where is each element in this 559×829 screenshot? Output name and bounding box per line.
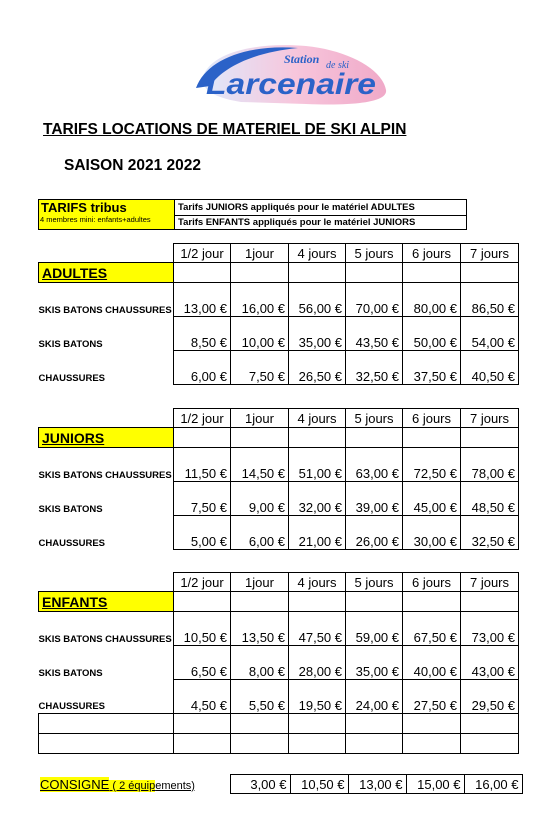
empty-cell [231,714,289,734]
duration-header: 1/2 jour [174,244,231,263]
price-cell: 37,50 € [403,351,461,385]
duration-header: 7 jours [461,409,519,428]
tribus-title-cell [39,200,175,230]
item-label: SKIS BATONS [38,503,103,515]
consigne-label [38,775,230,794]
price-cell: 73,00 € [461,612,519,646]
price-cell: 13,50 € [231,612,289,646]
empty-cell [461,734,519,754]
duration-header: 7 jours [461,573,519,592]
empty-cell [461,714,519,734]
price-cell: 21,00 € [289,516,346,550]
price-cell: 39,00 € [346,482,403,516]
price-cell: 63,00 € [346,448,403,482]
empty-cell [174,714,231,734]
price-cell: 6,00 € [174,351,231,385]
season-heading: SAISON 2021 2022 [64,157,202,174]
table-row [39,516,519,550]
price-cell: 56,00 € [289,283,346,317]
price-cell: 30,00 € [403,516,461,550]
item-label: CHAUSSURES [38,537,106,549]
empty-cell [403,714,461,734]
header-spacer [39,409,174,428]
price-cell: 70,00 € [346,283,403,317]
consigne-label-main: CONSIGNE [40,776,110,792]
page-title: TARIFS LOCATIONS DE MATERIEL DE SKI ALPIN [43,121,407,138]
section-name: ENFANTS [39,592,174,612]
price-cell: 10,00 € [231,317,289,351]
empty-cell [346,714,403,734]
empty-cell [174,734,231,754]
duration-header-row [39,244,519,263]
price-table-adultes [38,243,519,385]
empty-cell [346,263,403,283]
item-label: SKIS BATONS CHAUSSURES [38,304,172,316]
item-label: CHAUSSURES [38,372,106,384]
duration-header: 1/2 jour [174,573,231,592]
duration-header: 4 jours [289,244,346,263]
empty-cell [289,734,346,754]
consigne-price: 15,00 € [406,775,464,794]
price-cell: 40,00 € [403,646,461,680]
duration-header: 1jour [231,409,289,428]
duration-header: 4 jours [289,409,346,428]
duration-header: 6 jours [403,244,461,263]
empty-cell [231,592,289,612]
tribus-title: TARIFS tribus [41,200,127,215]
empty-cell [174,428,231,448]
empty-cell [39,734,174,754]
price-cell: 26,50 € [289,351,346,385]
price-cell: 28,00 € [289,646,346,680]
price-cell: 8,00 € [231,646,289,680]
table-row [39,351,519,385]
empty-cell [346,428,403,448]
price-cell: 32,50 € [461,516,519,550]
price-cell: 29,50 € [461,680,519,714]
consigne-price: 3,00 € [230,775,290,794]
table-row [39,317,519,351]
empty-cell [403,428,461,448]
table-row [39,482,519,516]
consigne-price: 13,00 € [348,775,406,794]
item-label: SKIS BATONS CHAUSSURES [38,469,172,481]
table-row [39,448,519,482]
consigne-label-detail-a: ( 2 équip [109,779,156,792]
price-cell: 24,00 € [346,680,403,714]
price-cell: 45,00 € [403,482,461,516]
item-label: SKIS BATONS [38,667,103,679]
duration-header: 6 jours [403,409,461,428]
duration-header-row [39,573,519,592]
consigne-label-detail-b: ements) [155,779,195,792]
item-label: SKIS BATONS [38,338,103,350]
blank-row [39,734,519,754]
price-cell: 47,50 € [289,612,346,646]
price-cell: 59,00 € [346,612,403,646]
duration-header: 5 jours [346,573,403,592]
table-row [39,612,519,646]
price-cell: 13,00 € [174,283,231,317]
consigne-price: 10,50 € [290,775,348,794]
empty-cell [174,592,231,612]
price-cell: 40,50 € [461,351,519,385]
empty-cell [403,263,461,283]
empty-cell [231,263,289,283]
price-cell: 67,50 € [403,612,461,646]
empty-cell [346,734,403,754]
logo-deski-text: de ski [326,60,350,71]
price-cell: 32,00 € [289,482,346,516]
duration-header: 1jour [231,244,289,263]
header-spacer [39,244,174,263]
empty-cell [346,592,403,612]
empty-cell [289,714,346,734]
tribus-rule-1: Tarifs JUNIORS appliqués pour le matériel ADULTES [175,200,467,216]
duration-header: 4 jours [289,573,346,592]
duration-header: 5 jours [346,244,403,263]
empty-cell [461,592,519,612]
price-cell: 80,00 € [403,283,461,317]
price-cell: 86,50 € [461,283,519,317]
empty-cell [289,592,346,612]
duration-header: 5 jours [346,409,403,428]
price-cell: 14,50 € [231,448,289,482]
price-cell: 7,50 € [174,482,231,516]
empty-cell [39,714,174,734]
empty-cell [174,263,231,283]
section-name-row [39,428,519,448]
item-label: SKIS BATONS CHAUSSURES [38,633,172,645]
tribus-box [38,199,467,230]
table-row [39,680,519,714]
empty-cell [461,428,519,448]
duration-header: 1/2 jour [174,409,231,428]
price-cell: 54,00 € [461,317,519,351]
price-cell: 48,50 € [461,482,519,516]
section-name-row [39,263,519,283]
empty-cell [403,592,461,612]
tribus-subtitle: 4 membres mini: enfants+adultes [40,215,151,224]
price-table-enfants [38,572,519,754]
price-cell: 16,00 € [231,283,289,317]
empty-cell [231,734,289,754]
duration-header-row [39,409,519,428]
price-cell: 35,00 € [289,317,346,351]
larcenaire-logo [186,38,393,108]
price-cell: 43,50 € [346,317,403,351]
empty-cell [231,428,289,448]
item-label: CHAUSSURES [38,701,106,712]
duration-header: 6 jours [403,573,461,592]
price-table-juniors [38,408,519,550]
section-name: JUNIORS [39,428,174,448]
blank-row [39,714,519,734]
price-cell: 6,50 € [174,646,231,680]
price-cell: 5,00 € [174,516,231,550]
consigne-row [38,774,523,794]
price-cell: 10,50 € [174,612,231,646]
price-cell: 11,50 € [174,448,231,482]
price-cell: 43,00 € [461,646,519,680]
price-cell: 51,00 € [289,448,346,482]
price-cell: 26,00 € [346,516,403,550]
price-cell: 78,00 € [461,448,519,482]
price-cell: 7,50 € [231,351,289,385]
table-row [39,646,519,680]
consigne-price: 16,00 € [464,775,522,794]
duration-header: 7 jours [461,244,519,263]
empty-cell [461,263,519,283]
price-cell: 35,00 € [346,646,403,680]
tribus-rule-2: Tarifs ENFANTS appliqués pour le matériel JUNIORS [175,216,467,230]
price-cell: 5,50 € [231,680,289,714]
section-name-row [39,592,519,612]
empty-cell [289,263,346,283]
section-name: ADULTES [39,263,174,283]
price-cell: 6,00 € [231,516,289,550]
price-cell: 8,50 € [174,317,231,351]
price-cell: 19,50 € [289,680,346,714]
price-cell: 9,00 € [231,482,289,516]
empty-cell [289,428,346,448]
price-cell: 50,00 € [403,317,461,351]
header-spacer [39,573,174,592]
empty-cell [403,734,461,754]
price-cell: 4,50 € [174,680,231,714]
price-cell: 27,50 € [403,680,461,714]
price-cell: 32,50 € [346,351,403,385]
price-cell: 72,50 € [403,448,461,482]
logo-name-text: Larcenaire [206,68,376,101]
table-row [39,283,519,317]
duration-header: 1jour [231,573,289,592]
logo-station-text: Station [284,52,320,66]
